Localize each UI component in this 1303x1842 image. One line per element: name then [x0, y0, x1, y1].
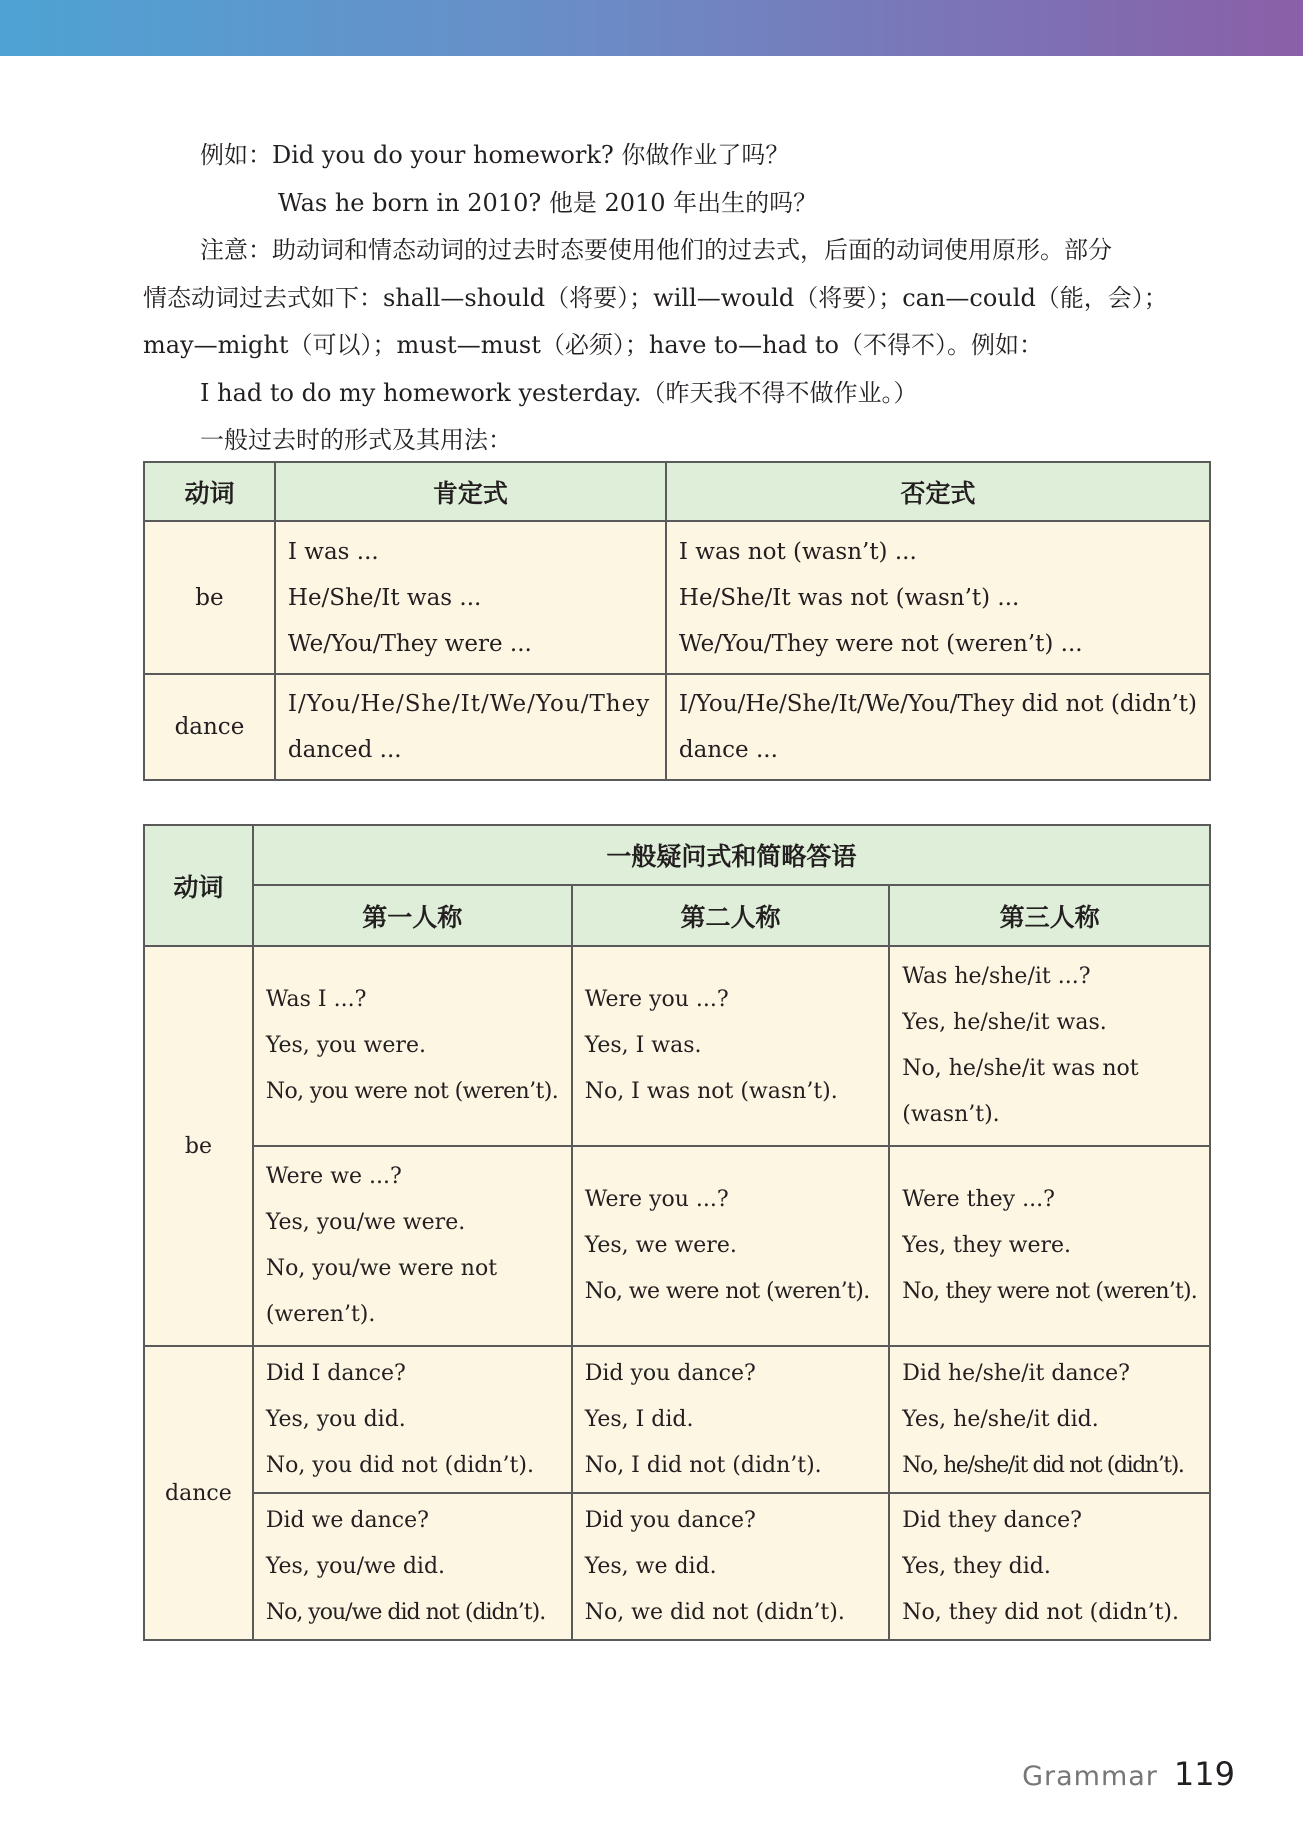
- answer-line: No, he/she/it did not (didn’t).: [902, 1452, 1184, 1478]
- verb-cell: dance: [144, 1346, 253, 1640]
- answer-line: No, you were not (weren’t).: [265, 1079, 559, 1104]
- page-number: 119: [1173, 1755, 1235, 1793]
- answer-line: (wasn’t).: [902, 1102, 1000, 1127]
- affirmative-cell: [275, 674, 666, 780]
- answer-line: Were they ...?: [902, 1187, 1055, 1212]
- answer-line: No, you/we were not: [265, 1256, 498, 1281]
- header-second-person: 第二人称: [572, 885, 890, 946]
- form-line: I/You/He/She/It/We/You/They did not (didn’t): [678, 691, 1197, 717]
- header-affirmative: 肯定式: [275, 462, 666, 521]
- answer-line: No, I did not (didn’t).: [584, 1452, 822, 1478]
- example-line-1: 例如：Did you do your homework? 你做作业了吗？: [200, 141, 790, 169]
- verb-cell: dance: [144, 674, 275, 780]
- answer-line: No, he/she/it was not: [902, 1056, 1139, 1081]
- first-person-cell: [253, 946, 572, 1146]
- answer-line: Yes, you/we did.: [265, 1553, 446, 1579]
- page-footer: [1022, 1755, 1235, 1793]
- form-line: We/You/They were not (weren’t) ...: [678, 630, 1083, 657]
- answer-line: No, you did not (didn’t).: [265, 1452, 534, 1478]
- answer-line: Yes, I was.: [584, 1033, 702, 1058]
- answer-line: Yes, we were.: [584, 1233, 737, 1258]
- verb-cell: be: [144, 521, 275, 674]
- note-line-1: 注意：助动词和情态动词的过去时态要使用他们的过去式，后面的动词使用原形。部分: [200, 236, 1112, 264]
- answer-line: Were you ...?: [584, 1187, 729, 1212]
- answer-line: Were you ...?: [584, 987, 729, 1012]
- answer-line: Did he/she/it dance?: [902, 1360, 1130, 1386]
- answer-line: No, they did not (didn’t).: [902, 1599, 1180, 1625]
- header-color-band: [0, 0, 1303, 56]
- form-line: We/You/They were ...: [287, 630, 532, 657]
- note-line-3: may—might（可以）；must—must（必须）；have to—had to（不得不）。例如：: [143, 331, 1043, 359]
- answer-line: No, you/we did not (didn’t).: [265, 1599, 546, 1625]
- answer-line: No, I was not (wasn’t).: [584, 1079, 838, 1104]
- answer-line: No, we did not (didn’t).: [584, 1599, 845, 1625]
- section-label: Grammar: [1022, 1761, 1158, 1792]
- header-third-person: 第三人称: [889, 885, 1210, 946]
- answer-line: Did they dance?: [902, 1507, 1082, 1533]
- third-person-cell: [889, 1146, 1210, 1346]
- answer-line: Yes, he/she/it did.: [902, 1406, 1099, 1432]
- answer-line: Was I ...?: [265, 987, 367, 1012]
- negative-cell: [666, 521, 1210, 674]
- answer-line: No, they were not (weren’t).: [902, 1279, 1197, 1304]
- second-person-cell: [572, 946, 890, 1146]
- past-tense-forms-table: [143, 461, 1211, 781]
- answer-line: Yes, we did.: [584, 1553, 717, 1579]
- affirmative-cell: [275, 521, 666, 674]
- form-line: He/She/It was ...: [287, 584, 482, 611]
- first-person-cell: [253, 1146, 572, 1346]
- table-intro: 一般过去时的形式及其用法：: [200, 426, 512, 454]
- example-line-2: Was he born in 2010? 他是 2010 年出生的吗？: [278, 189, 818, 217]
- answer-line: Yes, he/she/it was.: [902, 1010, 1107, 1035]
- form-line: I was not (wasn’t) ...: [678, 538, 917, 565]
- answer-line: Yes, they did.: [902, 1553, 1051, 1579]
- answer-line: No, we were not (weren’t).: [584, 1279, 870, 1304]
- questions-answers-table: [143, 824, 1211, 1641]
- header-question-forms: 一般疑问式和简略答语: [253, 825, 1210, 885]
- answer-line: Did you dance?: [584, 1507, 756, 1533]
- header-first-person: 第一人称: [253, 885, 572, 946]
- negative-cell: [666, 674, 1210, 780]
- first-person-cell: [253, 1493, 572, 1640]
- example-line-3: I had to do my homework yesterday.（昨天我不得不做作业。）: [200, 379, 918, 407]
- answer-line: (weren’t).: [265, 1302, 376, 1327]
- answer-line: Was he/she/it ...?: [902, 964, 1091, 989]
- answer-line: Yes, they were.: [902, 1233, 1072, 1258]
- answer-line: Yes, you did.: [265, 1406, 406, 1432]
- answer-line: Yes, I did.: [584, 1406, 694, 1432]
- header-verb: 动词: [144, 462, 275, 521]
- third-person-cell: [889, 946, 1210, 1146]
- answer-line: Yes, you/we were.: [265, 1210, 466, 1235]
- form-line: I/You/He/She/It/We/You/They: [287, 691, 651, 717]
- answer-line: Did we dance?: [265, 1507, 429, 1533]
- note-line-2: 情态动词过去式如下：shall—should（将要）；will—would（将要）；can—could（能，会）；: [143, 284, 1168, 312]
- second-person-cell: [572, 1346, 890, 1493]
- answer-line: Were we ...?: [265, 1164, 402, 1189]
- verb-cell: be: [144, 946, 253, 1346]
- answer-line: Yes, you were.: [265, 1033, 426, 1058]
- form-line: I was ...: [287, 538, 379, 565]
- form-line: He/She/It was not (wasn’t) ...: [678, 584, 1020, 611]
- answer-line: Did you dance?: [584, 1360, 756, 1386]
- first-person-cell: [253, 1346, 572, 1493]
- second-person-cell: [572, 1493, 890, 1640]
- third-person-cell: [889, 1346, 1210, 1493]
- answer-line: Did I dance?: [265, 1360, 406, 1386]
- header-negative: 否定式: [666, 462, 1210, 521]
- form-line: dance ...: [678, 737, 778, 763]
- form-line: danced ...: [287, 737, 402, 763]
- third-person-cell: [889, 1493, 1210, 1640]
- header-verb: 动词: [144, 825, 253, 946]
- second-person-cell: [572, 1146, 890, 1346]
